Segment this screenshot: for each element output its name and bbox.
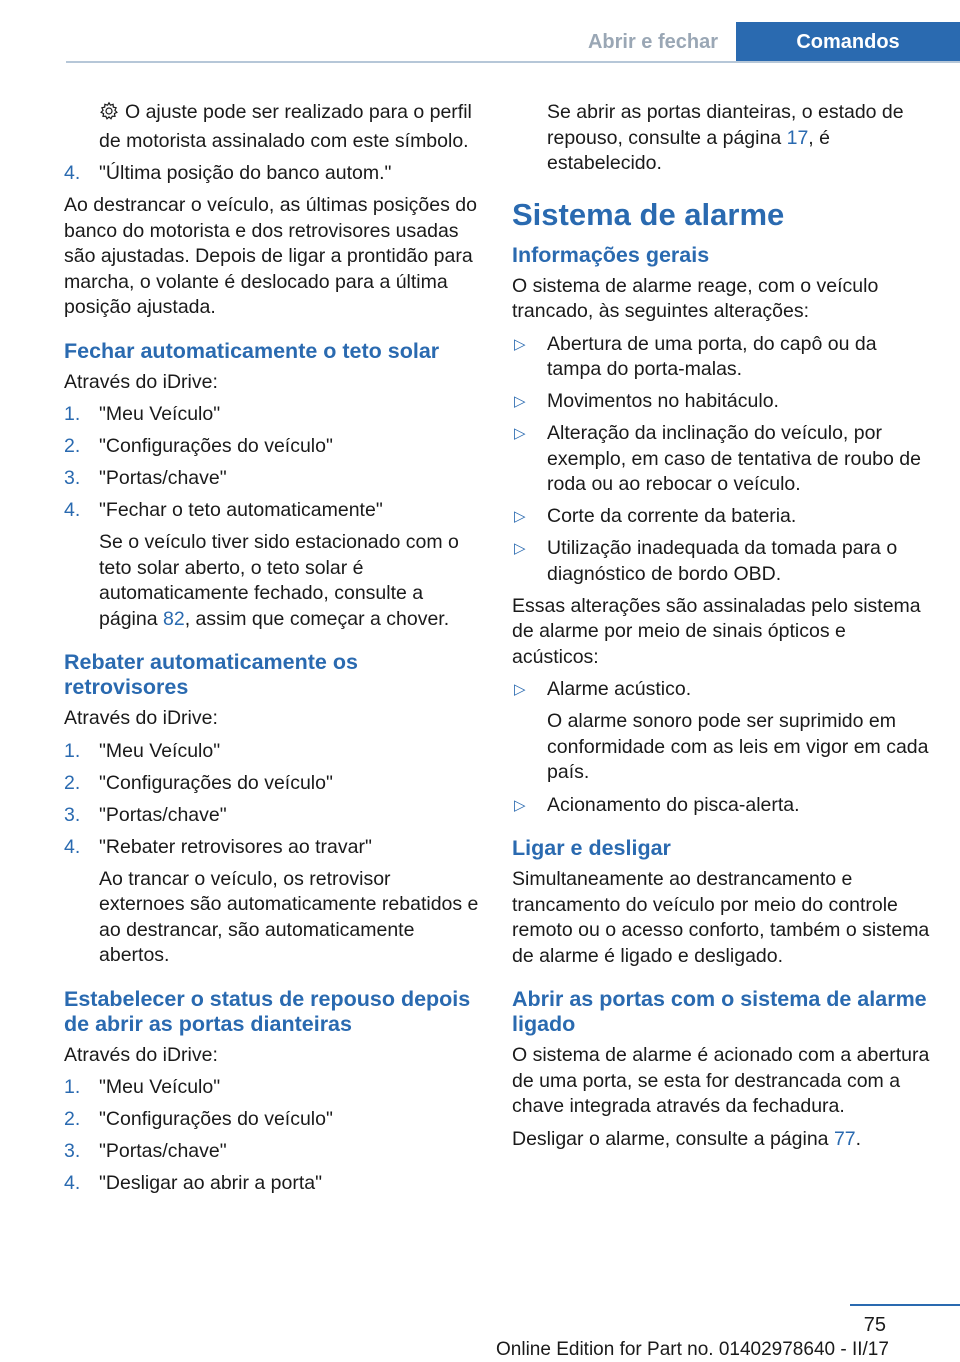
paragraph: Ao destrancar o veículo, as últimas posições do banco do motorista e dos retrovisores usadas são ajustadas. Depois de ligar a prontidão para marcha, o volante é deslocado para a última posição ajustada. [64, 194, 477, 318]
list-item: 2. "Configurações do veículo" [64, 1108, 333, 1130]
item-note: Se o veículo tiver sido estacionado com o teto solar aberto, o teto solar é automaticamente fechado, consulte a página 82, assim que começar a chover. [99, 531, 459, 630]
section-title: Fechar automaticamente o teto solar [64, 338, 440, 363]
item-note: Ao trancar o veículo, os retrovisor externoes são automaticamente rebatidos e ao destrancar, são automaticamente abertos. [99, 867, 479, 966]
list-item: 2. "Configurações do veículo" [64, 435, 333, 457]
section-title: Informações gerais [512, 242, 710, 267]
section-title: Rebater automaticamente os retrovisores [64, 650, 358, 699]
bullet-triangle-icon: ▷ [514, 335, 526, 353]
item-note: Se abrir as portas dianteiras, o estado de repouso, consulte a página 17, é estabelecido. [547, 101, 904, 174]
list-item: 1. "Meu Veículo" [64, 403, 221, 425]
bullet-item: ▷ Corte da corrente da bateria. [512, 504, 930, 530]
paragraph: O sistema de alarme reage, com o veículo trancado, às seguintes alterações: [512, 274, 879, 322]
bullet-triangle-icon: ▷ [514, 393, 526, 410]
paragraph: Através do iDrive: [64, 707, 218, 729]
profile-note: O ajuste pode ser realizado para o perfil de motorista assinalado com este símbolo. [99, 101, 472, 152]
page-link[interactable]: 17 [786, 126, 809, 149]
paragraph: Através do iDrive: [64, 370, 218, 393]
gear-icon [99, 101, 119, 129]
paragraph: O sistema de alarme é acionado com a abertura de uma porta, se esta for destrancada com a chave integrada através da fechadura. [512, 1044, 930, 1117]
list-item: 3. "Portas/chave" [64, 1140, 227, 1162]
list-item: 4. "Fechar o teto automaticamente" [64, 499, 383, 521]
list-item: 4. "Desligar ao abrir a porta" [64, 1172, 323, 1194]
tab-section[interactable]: Abrir e fechar [587, 31, 719, 53]
paragraph: Essas alterações são assinaladas pelo sistema de alarme por meio de sinais ópticos e acústicos: [512, 594, 921, 668]
list-item: 2. "Configurações do veículo" [64, 771, 333, 794]
page-number: 75 [863, 1314, 886, 1336]
page-link[interactable]: 82 [162, 607, 185, 630]
bullet-item: ▷ Utilização inadequada da tomada para o diagnóstico de bordo OBD. [514, 537, 898, 585]
bullet-triangle-icon: ▷ [514, 425, 526, 442]
paragraph: Através do iDrive: [64, 1043, 218, 1066]
header-divider [66, 61, 960, 63]
paragraph: Desligar o alarme, consulte a página 77. [512, 1127, 862, 1150]
page-link[interactable]: 77 [833, 1127, 856, 1150]
bullet-triangle-icon: ▷ [514, 508, 526, 525]
list-item: 3. "Portas/chave" [64, 803, 227, 826]
left-column [64, 100, 480, 1203]
section-title: Ligar e desligar [512, 836, 671, 860]
tab-chapter[interactable]: Comandos [736, 22, 960, 62]
list-item: 4. "Última posição do banco autom." [64, 162, 392, 184]
list-item: 1. "Meu Veículo" [64, 1076, 221, 1098]
footer-divider [850, 1304, 960, 1306]
bullet-triangle-icon: ▷ [514, 796, 526, 814]
section-title: Estabelecer o status de repouso depois de abrir as portas dianteiras [64, 986, 471, 1036]
bullet-item: ▷ Movimentos no habitáculo. [512, 389, 930, 415]
bullet-triangle-icon: ▷ [514, 540, 526, 557]
section-title: Abrir as portas com o sistema de alarme ligado [512, 987, 927, 1036]
list-item: 1. "Meu Veículo" [64, 739, 221, 762]
header-tabs [570, 22, 960, 62]
bullet-item: ▷ Alarme acústico. [512, 677, 930, 703]
bullet-triangle-icon: ▷ [514, 681, 526, 698]
bullet-item: ▷ Abertura de uma porta, do capô ou da tampa do porta-malas. [514, 332, 877, 380]
chapter-heading: Sistema de alarme [512, 196, 785, 232]
list-item: 4. "Rebater retrovisores ao travar" [64, 835, 372, 858]
right-column [512, 100, 930, 1159]
paragraph: Simultaneamente ao destrancamento e trancamento do veículo por meio do controle remoto ou o acesso conforto, também o sistema de alarme é ligado e desligado. [512, 868, 930, 967]
item-note: O alarme sonoro pode ser suprimido em conformidade com as leis em vigor em cada país. [547, 710, 929, 783]
edition-note: Online Edition for Part no. 01402978640 - II/17 [496, 1339, 889, 1360]
bullet-item: ▷ Alteração da inclinação do veículo, por exemplo, em caso de tentativa de roubo de roda ou ao rebocar o veículo. [514, 422, 921, 495]
bullet-item: ▷ Acionamento do pisca-alerta. [512, 793, 930, 819]
list-item: 3. "Portas/chave" [64, 467, 227, 489]
